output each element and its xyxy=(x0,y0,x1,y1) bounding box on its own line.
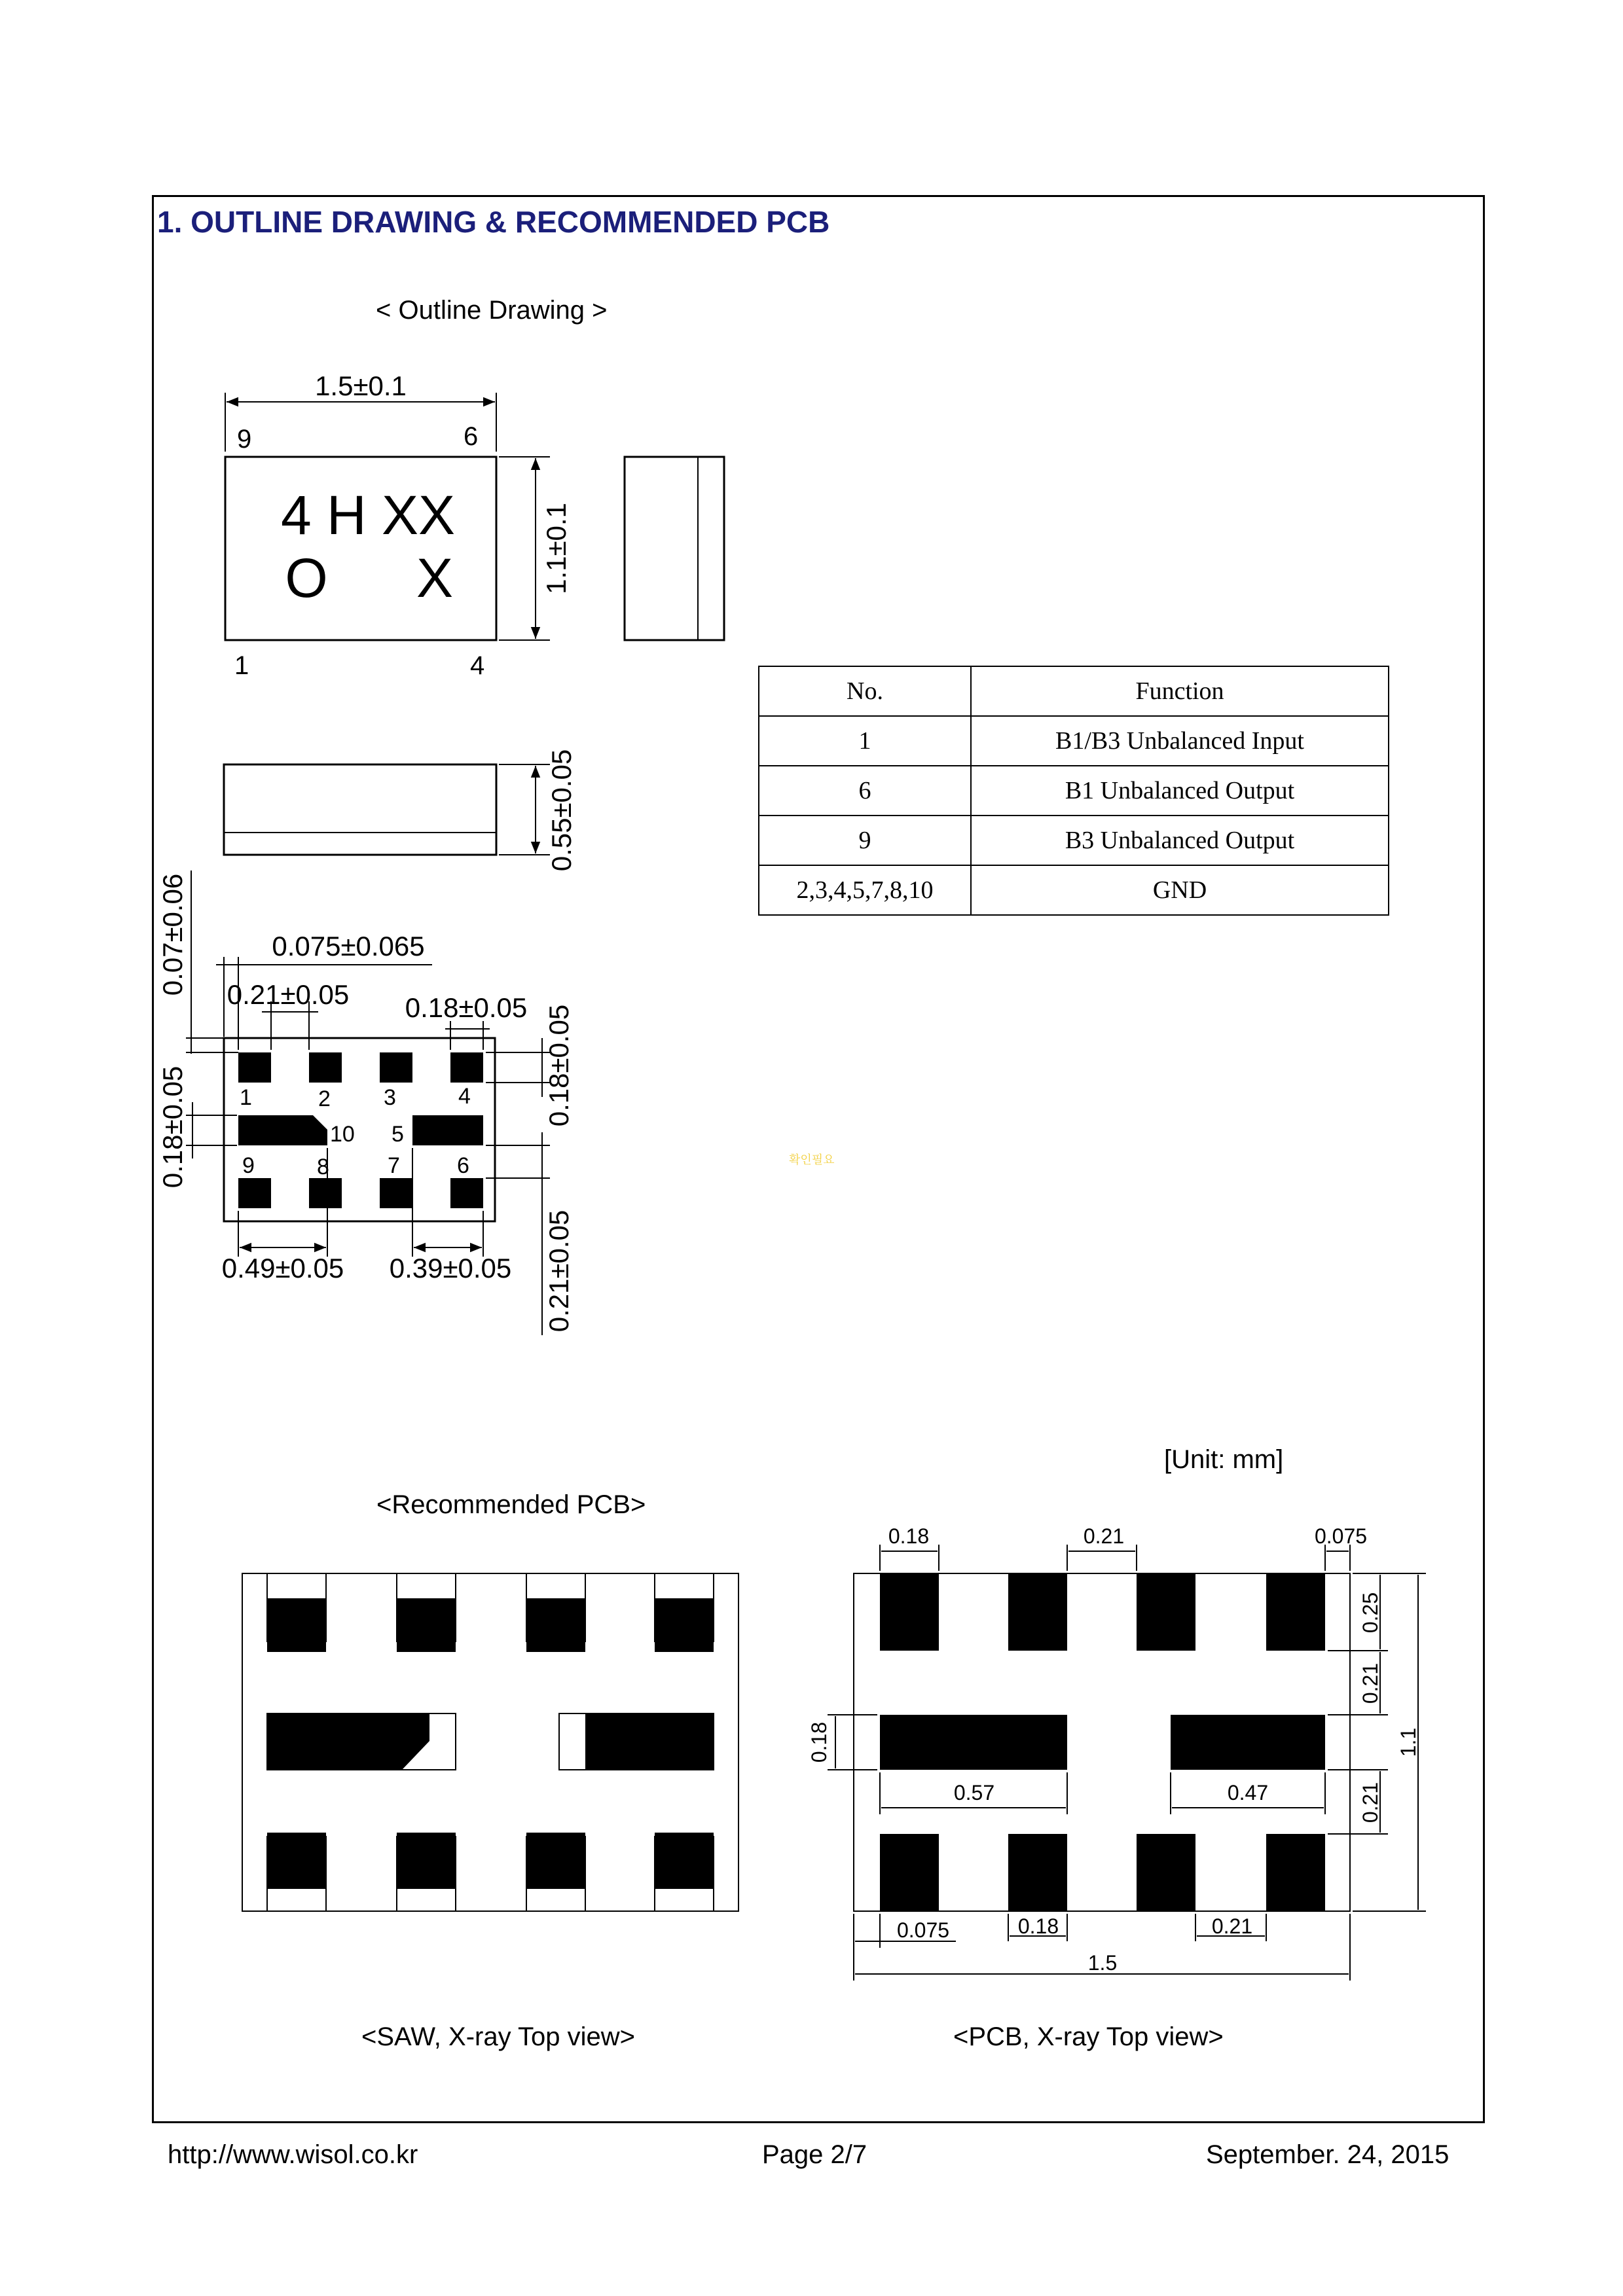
saw-xray-view xyxy=(242,1573,739,1911)
pin-function-table xyxy=(758,666,1389,916)
header-function: Function xyxy=(971,666,1389,716)
marking-x: X xyxy=(416,547,454,609)
footer-url[interactable]: http://www.wisol.co.kr xyxy=(168,2140,418,2169)
pcb-dim-top-021: 0.21 xyxy=(1083,1524,1125,1548)
pcb-dim-bottom-0075: 0.075 xyxy=(896,1918,950,1942)
pin-label-9: 9 xyxy=(237,425,252,454)
pcb-dim-right-021b: 0.21 xyxy=(1359,1782,1382,1823)
outline-right-view xyxy=(625,457,724,640)
unit-caption: [Unit: mm] xyxy=(1164,1445,1284,1474)
pcb-dim-bottom-021: 0.21 xyxy=(1211,1914,1253,1938)
dim-018-right: 0.18±0.05 xyxy=(543,1004,574,1127)
cell-no: 6 xyxy=(759,766,971,816)
recommended-caption: <Recommended PCB> xyxy=(376,1490,646,1519)
marking-o: O xyxy=(285,547,328,609)
cell-function: B1 Unbalanced Output xyxy=(971,766,1389,816)
pcb-view-caption: <PCB, X-ray Top view> xyxy=(953,2022,1224,2051)
pin-label-4: 4 xyxy=(470,651,485,680)
bottom-pin-1: 1 xyxy=(240,1085,252,1110)
bottom-pin-6: 6 xyxy=(457,1153,469,1178)
pcb-dim-left-018: 0.18 xyxy=(807,1721,831,1763)
dim-007: 0.07±0.06 xyxy=(157,873,188,996)
marking-line-1: 4 H XX xyxy=(280,484,456,546)
dim-021-right: 0.21±0.05 xyxy=(543,1210,574,1333)
bottom-pin-9: 9 xyxy=(242,1153,255,1178)
bottom-pin-3: 3 xyxy=(384,1085,396,1110)
header-no: No. xyxy=(759,666,971,716)
footer-page: Page 2/7 xyxy=(762,2140,867,2169)
pcb-dim-bottom-018: 0.18 xyxy=(1017,1914,1059,1938)
bottom-pin-5: 5 xyxy=(392,1122,404,1147)
footer-date: September. 24, 2015 xyxy=(1206,2140,1450,2169)
dim-049: 0.49±0.05 xyxy=(221,1253,344,1283)
pcb-dim-right-025: 0.25 xyxy=(1359,1592,1382,1634)
dim-018-left: 0.18±0.05 xyxy=(157,1066,188,1189)
pin-label-1: 1 xyxy=(234,651,249,680)
pcb-dim-right-11: 1.1 xyxy=(1396,1727,1420,1757)
table-header-row xyxy=(759,666,1389,716)
pcb-dim-top-018: 0.18 xyxy=(888,1524,930,1548)
saw-view-caption: <SAW, X-ray Top view> xyxy=(361,2022,635,2051)
cell-function: B3 Unbalanced Output xyxy=(971,816,1389,865)
table-row xyxy=(759,716,1389,766)
dim-0075: 0.075±0.065 xyxy=(272,931,425,961)
stamp-text: 확인필요 xyxy=(789,1153,835,1166)
table-row xyxy=(759,865,1389,915)
pcb-xray-view xyxy=(807,1524,1426,1981)
pcb-dim-right-021a: 0.21 xyxy=(1359,1662,1382,1704)
bottom-pin-4: 4 xyxy=(458,1084,471,1109)
pcb-dim-047: 0.47 xyxy=(1227,1781,1269,1804)
pcb-dim-top-0075: 0.075 xyxy=(1314,1524,1368,1548)
bottom-pin-8: 8 xyxy=(317,1155,329,1179)
dim-018-top: 0.18±0.05 xyxy=(405,992,528,1023)
bottom-pin-2: 2 xyxy=(318,1086,331,1111)
width-dim: 1.5±0.1 xyxy=(315,370,407,401)
outline-caption: < Outline Drawing > xyxy=(376,296,608,325)
bottom-view xyxy=(157,870,574,1335)
cell-function: B1/B3 Unbalanced Input xyxy=(971,716,1389,766)
table-row xyxy=(759,766,1389,816)
table-row xyxy=(759,816,1389,865)
cell-no: 1 xyxy=(759,716,971,766)
side-height-dim: 0.55±0.05 xyxy=(546,749,577,872)
height-dim: 1.1±0.1 xyxy=(541,503,572,594)
section-title: 1. OUTLINE DRAWING & RECOMMENDED PCB xyxy=(157,205,830,239)
dim-021-top: 0.21±0.05 xyxy=(227,979,350,1010)
pin-label-6: 6 xyxy=(464,422,479,451)
dim-039: 0.39±0.05 xyxy=(389,1253,512,1283)
bottom-pin-10: 10 xyxy=(330,1122,355,1147)
cell-no: 9 xyxy=(759,816,971,865)
cell-function: GND xyxy=(971,865,1389,915)
outline-top-view xyxy=(225,370,572,680)
outline-side-view xyxy=(224,749,577,872)
bottom-pin-7: 7 xyxy=(388,1153,400,1178)
cell-no: 2,3,4,5,7,8,10 xyxy=(759,865,971,915)
pcb-dim-057: 0.57 xyxy=(953,1781,995,1804)
pcb-dim-bottom-15: 1.5 xyxy=(1087,1951,1118,1975)
